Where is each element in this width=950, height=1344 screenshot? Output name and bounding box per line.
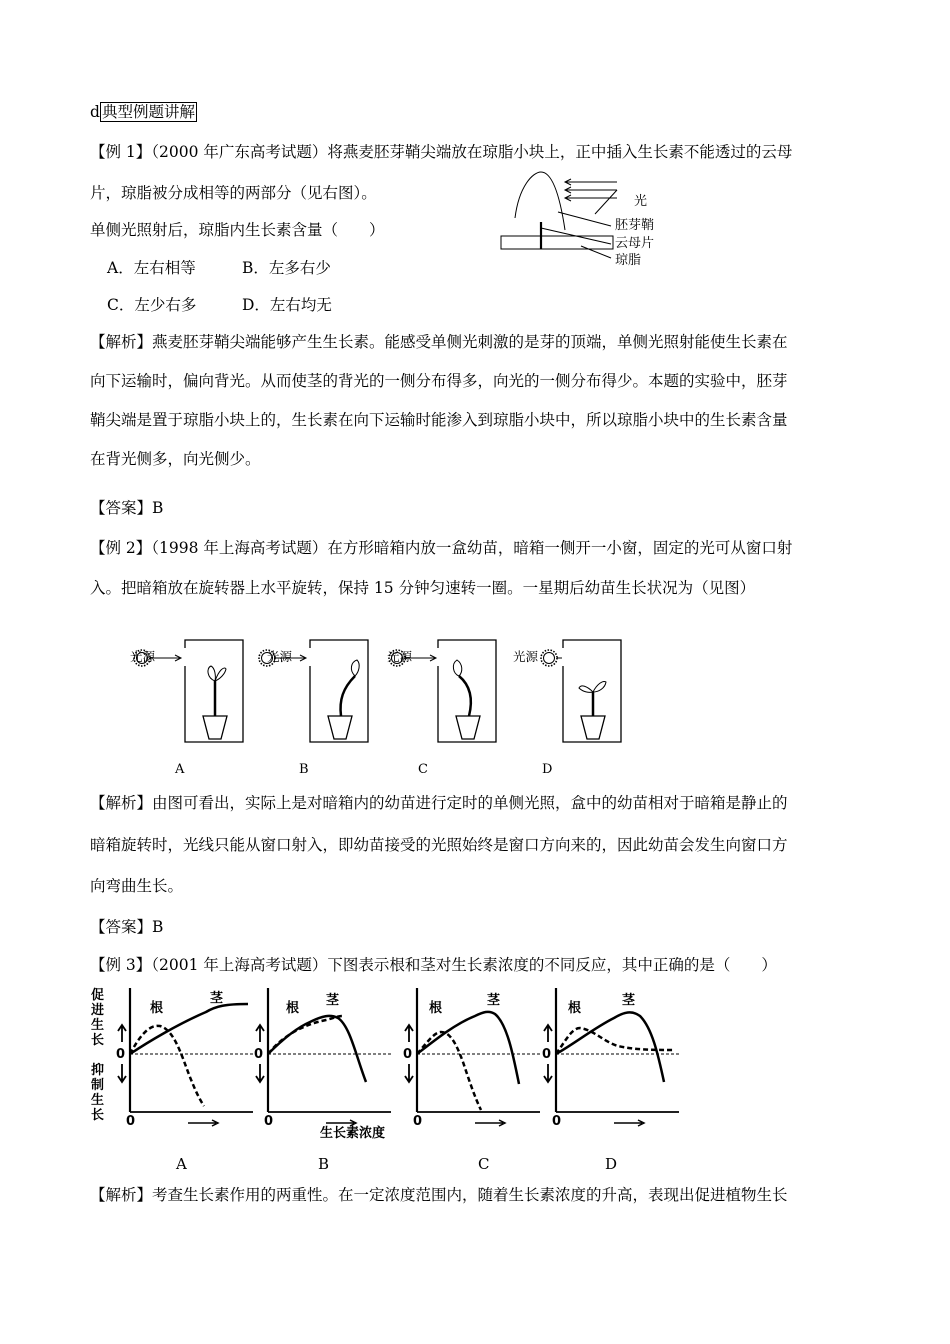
ex3-line1: 【例 3】（2001 年上海高考试题）下图表示根和茎对生长素浓度的不同反应，其中正确的是（ ）	[90, 956, 777, 974]
zero-label-c-y: 0	[403, 1047, 413, 1062]
panel-d	[541, 640, 621, 742]
section-prefix: d	[90, 103, 100, 121]
graph-a	[116, 988, 253, 1129]
root-label-d: 根	[568, 1001, 582, 1016]
graph-c	[403, 988, 540, 1129]
panel-label-c: C	[418, 762, 428, 777]
ylabel-promote-3: 生	[91, 1018, 105, 1033]
graph-label-d: D	[605, 1155, 618, 1173]
xlabel: 生长素浓度	[320, 1126, 386, 1141]
ylabel-inhibit-3: 生	[91, 1093, 105, 1108]
ex1-analysis-4: 在背光侧多，向光侧少。	[90, 450, 261, 468]
ex2-answer: 【答案】B	[90, 918, 164, 936]
ex3-growth-curves-figure	[88, 984, 688, 1174]
ex1-line2: 片，琼脂被分成相等的两部分（见右图）。	[90, 184, 377, 202]
root-label-c: 根	[429, 1001, 443, 1016]
zero-label-c-x: 0	[413, 1114, 423, 1129]
stem-label-b: 茎	[326, 993, 340, 1008]
zero-label-b-x: 0	[264, 1114, 274, 1129]
stem-label-d: 茎	[622, 993, 636, 1008]
ex1-analysis-3: 鞘尖端是置于琼脂小块上的，生长素在向下运输时能渗入到琼脂小块中，所以琼脂小块中的生长素含量	[90, 411, 788, 429]
zero-label-b-y: 0	[254, 1047, 264, 1062]
root-label-b: 根	[286, 1001, 300, 1016]
ylabel-promote-2: 进	[91, 1003, 105, 1018]
panel-label-b: B	[299, 762, 309, 777]
graph-label-b: B	[318, 1155, 330, 1173]
root-label-a: 根	[150, 1001, 164, 1016]
source-label-b: 光源	[267, 649, 293, 664]
graph-b	[254, 988, 391, 1129]
ex1-answer: 【答案】B	[90, 499, 164, 517]
graph-label-c: C	[478, 1155, 490, 1173]
label-coleoptile: 胚芽鞘	[615, 218, 655, 233]
label-mica: 云母片	[615, 236, 655, 251]
panel-label-d: D	[542, 762, 553, 777]
label-agar: 琼脂	[615, 253, 642, 268]
label-light: 光	[634, 194, 648, 209]
source-label-c: 光源	[387, 649, 413, 664]
ex2-analysis-2: 暗箱旋转时，光线只能从窗口射入，即幼苗接受的光照始终是窗口方向来的，因此幼苗会发生向窗口方	[90, 836, 788, 854]
zero-label-a-y: 0	[116, 1047, 126, 1062]
section-header	[90, 103, 197, 121]
ex2-line1: 【例 2】（1998 年上海高考试题）在方形暗箱内放一盒幼苗，暗箱一侧开一小窗，固定的光可从窗口射	[90, 539, 793, 557]
graph-label-a: A	[176, 1155, 187, 1173]
source-label-a: 光源	[130, 649, 156, 664]
stem-label-a: 茎	[210, 991, 224, 1006]
stem-label-c: 茎	[487, 993, 501, 1008]
ylabel-inhibit-4: 长	[91, 1108, 105, 1123]
source-label-d: 光源	[513, 649, 539, 664]
ex1-option-c: C．左少右多	[107, 296, 197, 314]
ex2-analysis-1: 【解析】由图可看出，实际上是对暗箱内的幼苗进行定时的单侧光照，盒中的幼苗相对于暗箱是静止的	[90, 794, 788, 812]
graph-d	[542, 988, 679, 1129]
section-title: 典型例题讲解	[101, 103, 195, 121]
pointer-coleoptile	[558, 212, 611, 226]
ex1-option-d: D．左右均无	[242, 296, 332, 314]
ex2-line2: 入。把暗箱放在旋转器上水平旋转，保持 15 分钟匀速转一圈。一星期后幼苗生长状况为（见图）	[90, 579, 756, 597]
zero-label-a-x: 0	[126, 1114, 136, 1129]
panel-label-a: A	[175, 762, 185, 777]
ex1-analysis-2: 向下运输时，偏向背光。从而使茎的背光的一侧分布得多，向光的一侧分布得少。本题的实验中，胚芽	[90, 372, 788, 390]
ex1-coleoptile-figure	[495, 170, 695, 270]
ex1-analysis-1: 【解析】燕麦胚芽鞘尖端能够产生生长素。能感受单侧光刺激的是芽的顶端，单侧光照射能使生长素在	[90, 333, 788, 351]
coleoptile-outline	[515, 172, 565, 230]
zero-label-d-y: 0	[542, 1047, 552, 1062]
ex2-analysis-3: 向弯曲生长。	[90, 877, 184, 895]
agar-block	[501, 236, 613, 249]
ylabel-inhibit-2: 制	[91, 1078, 105, 1093]
pointer-light	[595, 190, 617, 214]
ex2-seedling-figure	[125, 636, 645, 781]
ex1-option-b: B．左多右少	[242, 259, 331, 277]
ex3-analysis-1: 【解析】考查生长素作用的两重性。在一定浓度范围内，随着生长素浓度的升高，表现出促进植物生长	[90, 1186, 788, 1204]
ylabel-inhibit-1: 抑	[91, 1063, 105, 1078]
pointer-agar	[581, 246, 611, 258]
ylabel-promote-1: 促	[91, 988, 105, 1003]
ex1-question: 单侧光照射后，琼脂内生长素含量（ ）	[90, 221, 385, 239]
zero-label-d-x: 0	[552, 1114, 562, 1129]
ylabel-promote-4: 长	[91, 1033, 105, 1048]
ex1-line1: 【例 1】（2000 年广东高考试题）将燕麦胚芽鞘尖端放在琼脂小块上，正中插入生长素不能透过的云母	[90, 143, 793, 161]
ex1-option-a: A．左右相等	[107, 259, 196, 277]
